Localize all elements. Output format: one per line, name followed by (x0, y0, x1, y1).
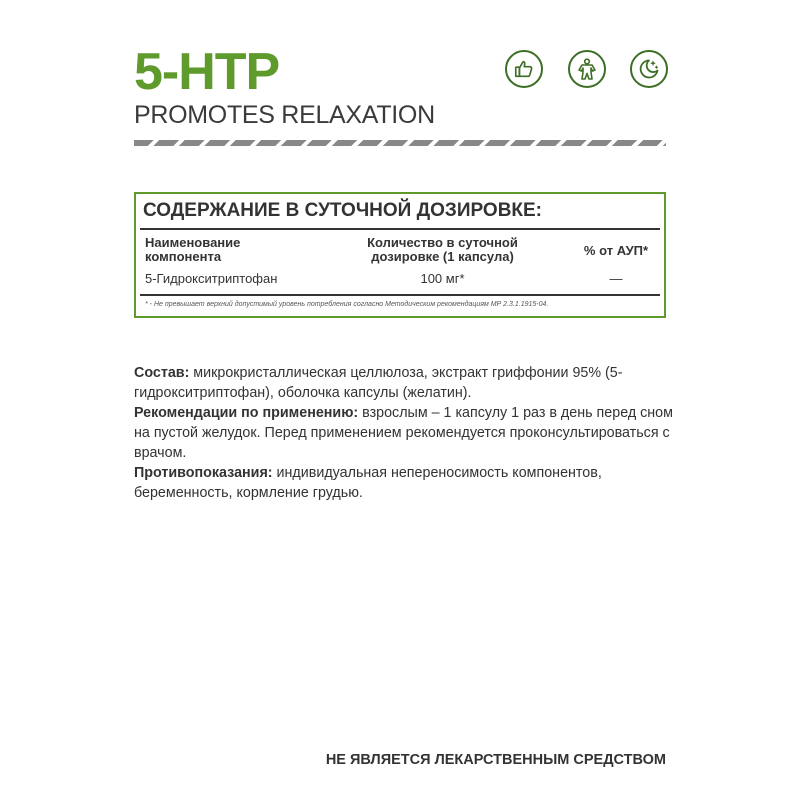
moon-stars-icon (630, 50, 668, 88)
table-cell-amount: 100 мг* (420, 271, 465, 286)
composition-paragraph (134, 363, 674, 403)
table-footnote: * - Не превышает верхний допустимый уровень потребления согласно Методическим рекомендациям МР 2.3.1.1915-04. (145, 301, 549, 308)
column-header-component: Наименование компонента (145, 235, 241, 264)
contraindications-text: индивидуальная непереносимость компонентов, беременность, кормление грудью. (134, 465, 602, 501)
table-cell-percent: — (609, 271, 623, 286)
table-divider (140, 294, 660, 296)
composition-label: Состав: (134, 365, 190, 381)
nutrition-table (134, 192, 666, 318)
decorative-stripe (134, 140, 666, 146)
usage-text: взрослым – 1 капсулу 1 раз в день перед сном на пустой желудок. Перед применением рекомендуется проконсультироваться с врачом. (134, 405, 673, 461)
product-description (134, 363, 674, 503)
column-header-amount: Количество в суточной дозировке (1 капсула) (367, 235, 518, 264)
product-subtitle: PROMOTES RELAXATION (134, 101, 435, 129)
table-divider (140, 228, 660, 230)
disclaimer: НЕ ЯВЛЯЕТСЯ ЛЕКАРСТВЕННЫМ СРЕДСТВОМ (325, 752, 666, 768)
thumbs-up-icon (505, 50, 543, 88)
person-icon (568, 50, 606, 88)
column-header-percent: % от АУП* (583, 243, 649, 258)
contraindications-label: Противопоказания: (134, 465, 273, 481)
usage-label: Рекомендации по применению: (134, 405, 359, 421)
composition-text: микрокристаллическая целлюлоза, экстракт гриффонии 95% (5-гидрокситриптофан), оболочка капсулы (желатин). (134, 365, 623, 401)
contraindications-paragraph (134, 463, 674, 503)
table-title: СОДЕРЖАНИЕ В СУТОЧНОЙ ДОЗИРОВКЕ: (143, 200, 543, 221)
benefit-icons (505, 50, 668, 92)
product-title: 5-HTP (134, 43, 280, 101)
table-cell-component: 5-Гидрокситриптофан (145, 271, 278, 286)
usage-paragraph (134, 403, 674, 463)
